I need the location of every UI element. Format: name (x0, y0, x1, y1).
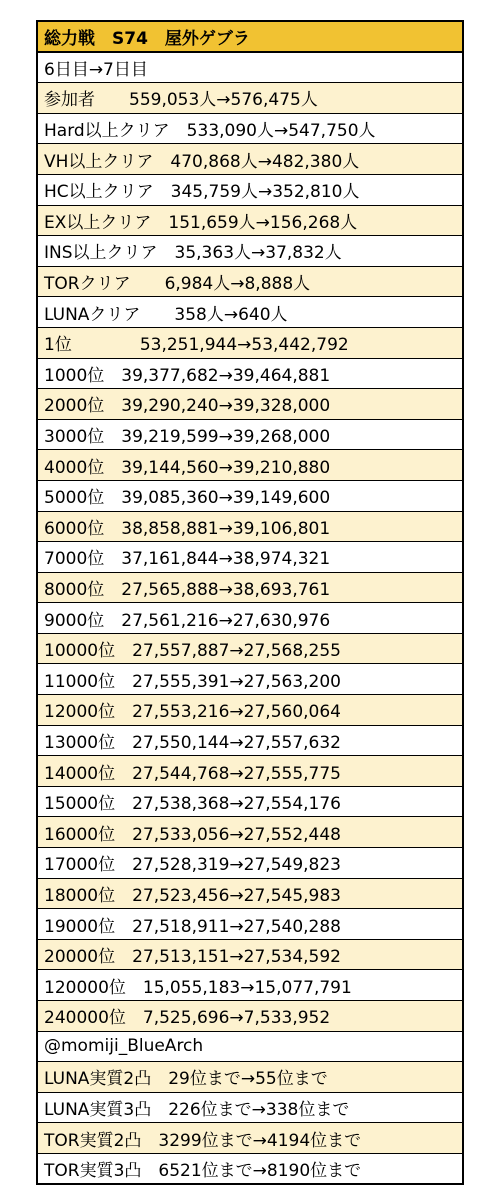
table-row: LUNA実質3凸 226位まで→338位まで (38, 1093, 462, 1124)
table-row: Hard以上クリア 533,090人→547,750人 (38, 114, 462, 145)
table-row: VH以上クリア 470,868人→482,380人 (38, 144, 462, 175)
table-row: 9000位 27,561,216→27,630,976 (38, 603, 462, 634)
table-row: 4000位 39,144,560→39,210,880 (38, 450, 462, 481)
table-row: 8000位 27,565,888→38,693,761 (38, 573, 462, 604)
table-row: 参加者 559,053人→576,475人 (38, 83, 462, 114)
table-row: LUNAクリア 358人→640人 (38, 297, 462, 328)
table-row: INS以上クリア 35,363人→37,832人 (38, 236, 462, 267)
table-row: 15000位 27,538,368→27,554,176 (38, 787, 462, 818)
table-row: 17000位 27,528,319→27,549,823 (38, 848, 462, 879)
table-row: 12000位 27,553,216→27,560,064 (38, 695, 462, 726)
table-row: 120000位 15,055,183→15,077,791 (38, 970, 462, 1001)
table-row: LUNA実質2凸 29位まで→55位まで (38, 1062, 462, 1093)
table-title: 総力戦 S74 屋外ゲブラ (38, 22, 462, 53)
table-row: 7000位 37,161,844→38,974,321 (38, 542, 462, 573)
table-row: 16000位 27,533,056→27,552,448 (38, 817, 462, 848)
table-row: 3000位 39,219,599→39,268,000 (38, 420, 462, 451)
table-row: TORクリア 6,984人→8,888人 (38, 267, 462, 298)
table-row: 11000位 27,555,391→27,563,200 (38, 664, 462, 695)
table-row: 6000位 38,858,881→39,106,801 (38, 512, 462, 543)
table-row: 13000位 27,550,144→27,557,632 (38, 726, 462, 757)
table-body (38, 53, 462, 1185)
table-row: TOR実質2凸 3299位まで→4194位まで (38, 1123, 462, 1154)
table-row: 2000位 39,290,240→39,328,000 (38, 389, 462, 420)
table-row: @momiji_BlueArch (38, 1032, 462, 1063)
table-row: 1000位 39,377,682→39,464,881 (38, 359, 462, 390)
table-row: 5000位 39,085,360→39,149,600 (38, 481, 462, 512)
table-row: 240000位 7,525,696→7,533,952 (38, 1001, 462, 1032)
table-row: 19000位 27,518,911→27,540,288 (38, 909, 462, 940)
table-row: 6日目→7日目 (38, 53, 462, 84)
table-row: HC以上クリア 345,759人→352,810人 (38, 175, 462, 206)
table-row: EX以上クリア 151,659人→156,268人 (38, 206, 462, 237)
table-row: 1位 53,251,944→53,442,792 (38, 328, 462, 359)
table-row: 14000位 27,544,768→27,555,775 (38, 756, 462, 787)
ranking-table (36, 20, 464, 1185)
table-row: 18000位 27,523,456→27,545,983 (38, 879, 462, 910)
table-row: 10000位 27,557,887→27,568,255 (38, 634, 462, 665)
table-row: TOR実質3凸 6521位まで→8190位まで (38, 1154, 462, 1185)
table-row: 20000位 27,513,151→27,534,592 (38, 940, 462, 971)
